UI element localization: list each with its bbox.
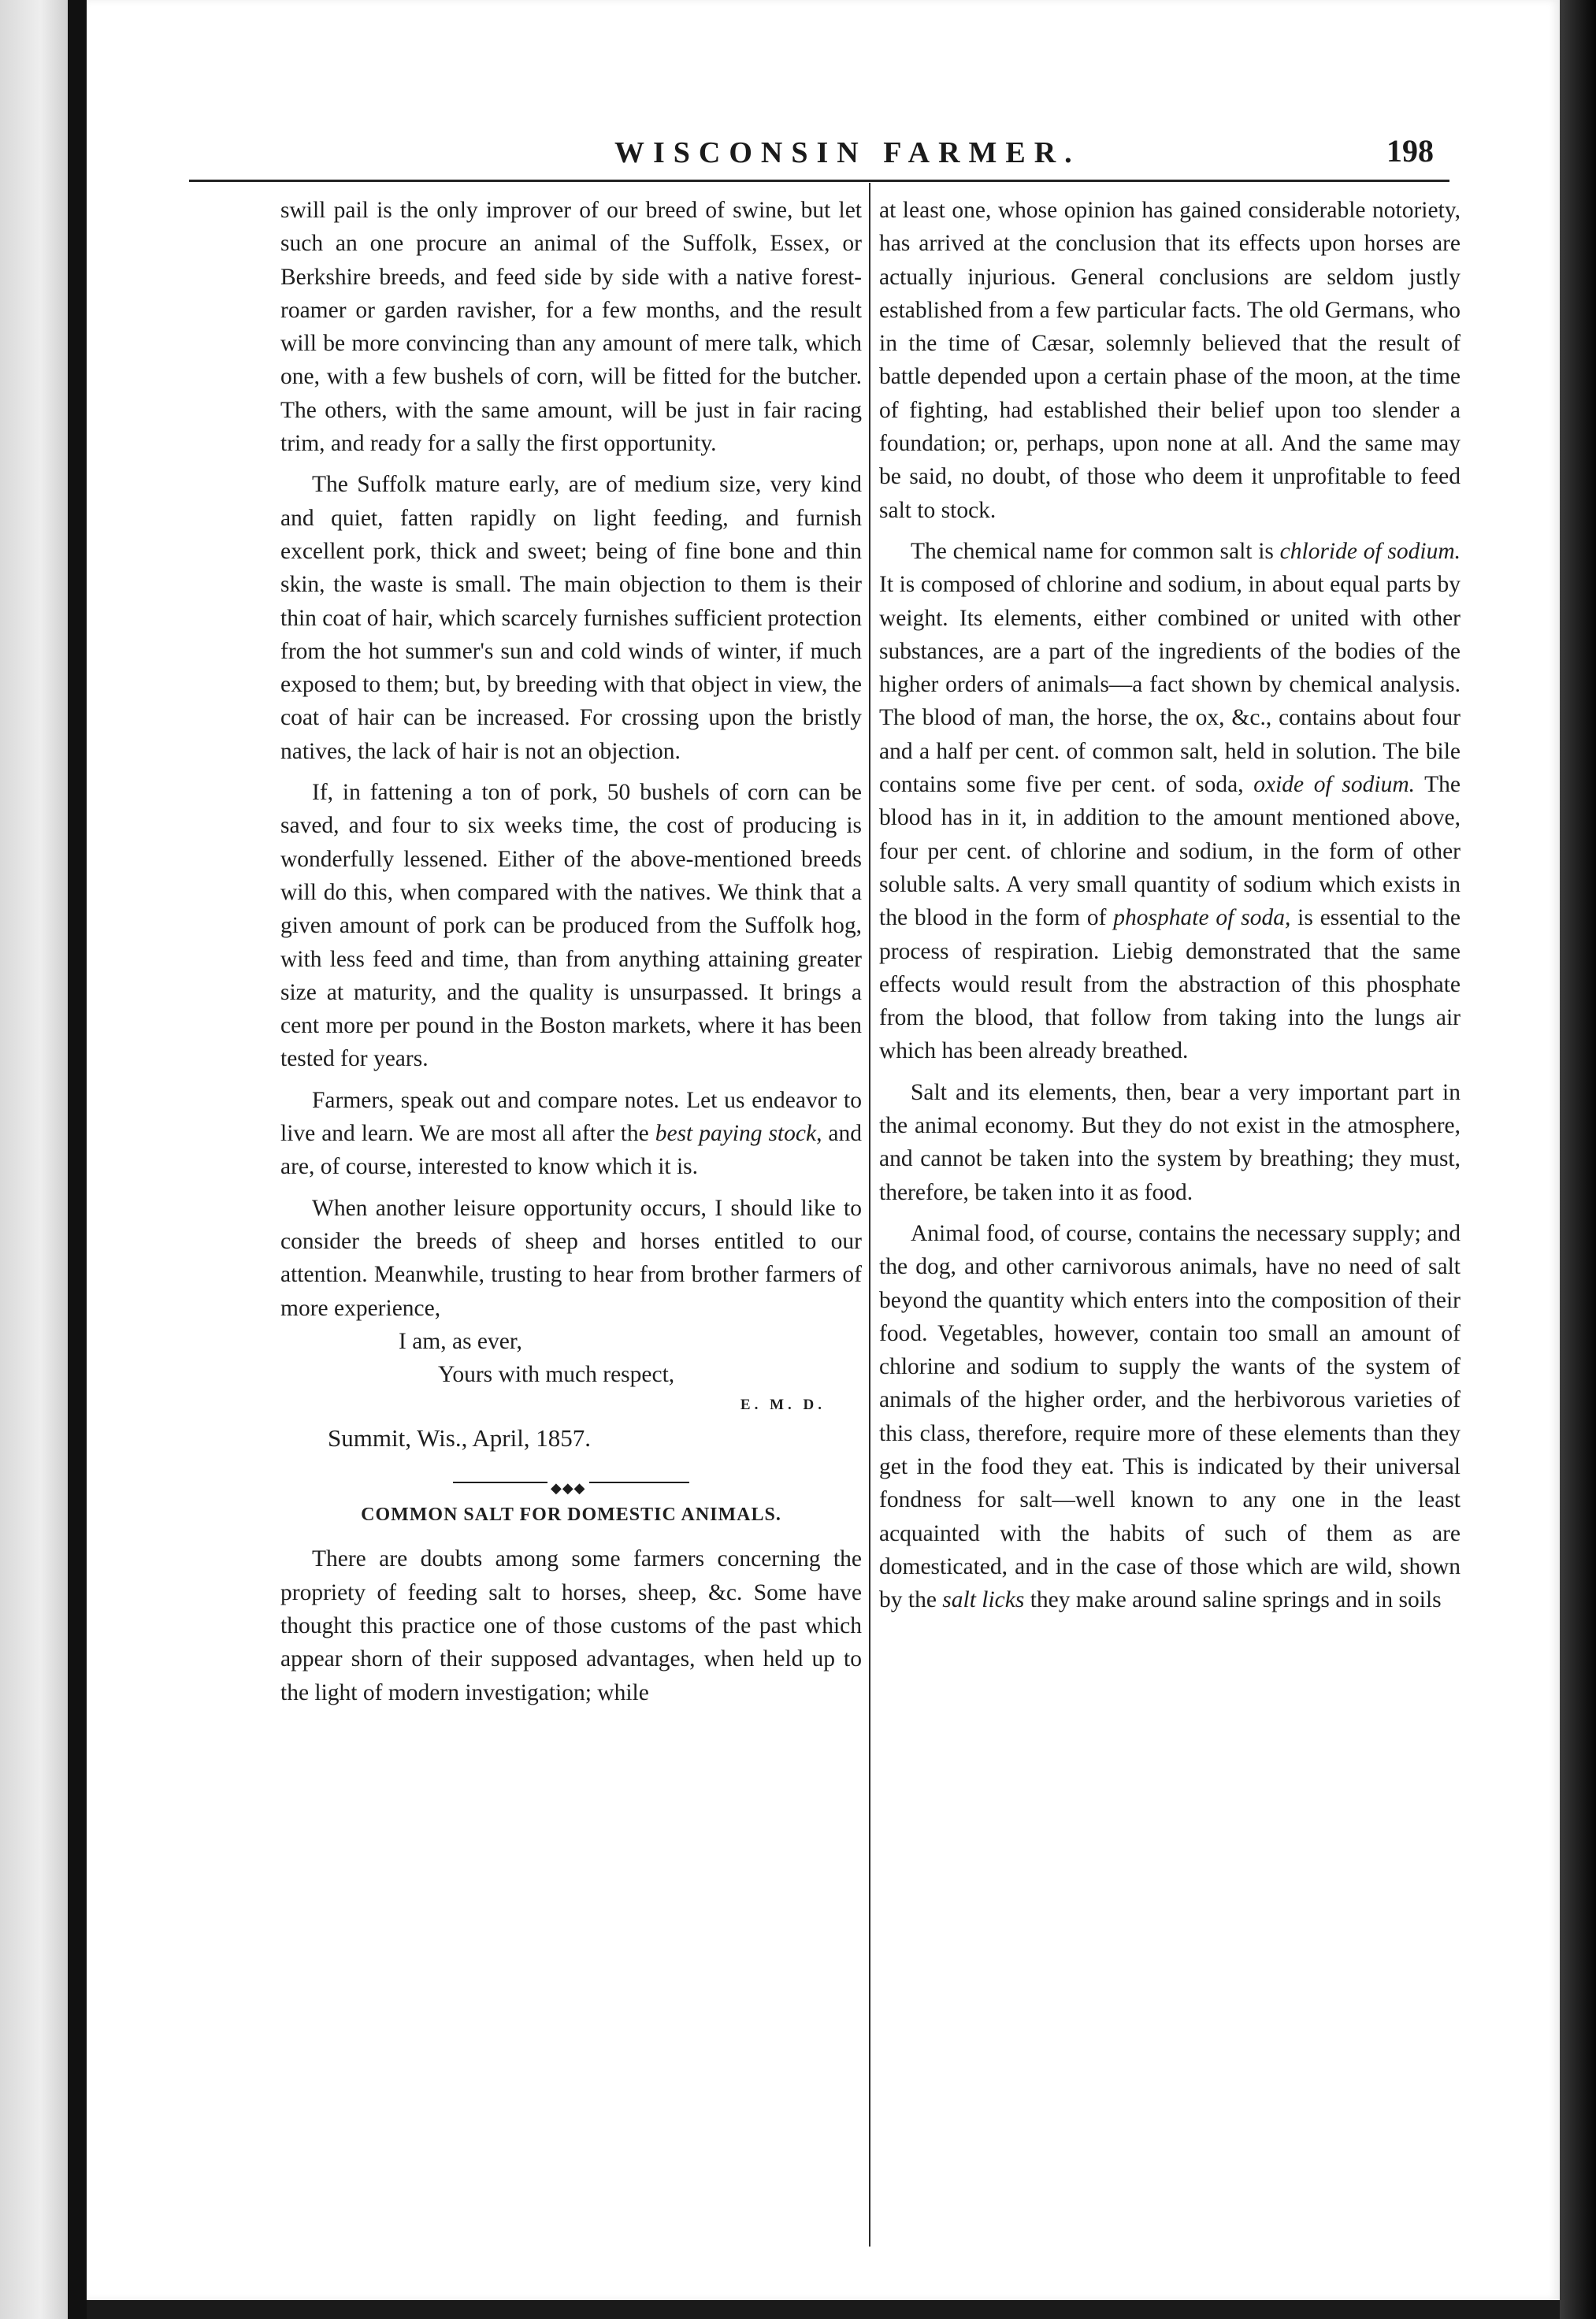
paragraph-text: It is composed of chlorine and sodium, in about equal parts by weight. Its elements, either combined or united with other substances, are a part of the ingredients of the bodies of the higher orders of animals—a fact shown by chemical analysis. The blood of man, the horse, the ox, &c., contains about four and a half per cent. of common salt, held in solution. The bile contains some five per cent. of soda, bbox=[879, 572, 1461, 798]
paragraph-text: Farmers, speak out and compare notes. Let us endeavor to live and learn. We are most all after the bbox=[280, 1087, 862, 1147]
emphasis-text: salt licks bbox=[942, 1587, 1025, 1613]
paragraph-text: The blood has in it, in addition to the amount mentioned above, four per cent. of chlorine and sodium, in the form of other soluble salts. A very small quantity of sodium which exists in the blood in the form of bbox=[879, 772, 1461, 931]
letter-closing: I am, as ever, bbox=[399, 1328, 522, 1354]
emphasis-text: phosphate of soda, bbox=[1113, 905, 1291, 931]
section-ornament bbox=[453, 1475, 689, 1497]
paragraph-text: , and are, of course, interested to know which it is. bbox=[280, 1121, 862, 1180]
paragraph bbox=[280, 1084, 862, 1184]
signature-initials: E. M. D. bbox=[740, 1397, 826, 1414]
emphasis-text: best paying stock bbox=[655, 1121, 817, 1147]
paragraph-text: The chemical name for common salt is bbox=[911, 538, 1280, 564]
paragraph bbox=[879, 535, 1461, 1068]
right-column bbox=[879, 194, 1461, 1624]
paragraph: If, in fattening a ton of pork, 50 bushels of corn can be saved, and four to six weeks time, the cost of producing is wonderfully lessened. Either of the above-mentioned breeds will do this, when compared with the natives. We think that a given amount of pork can be produced from the Suffolk hog, with less feed and time, than from anything attaining greater size at maturity, and the quality is unsurpassed. It brings a cent more per pound in the Boston markets, where it has been tested for years. bbox=[280, 780, 862, 1072]
paragraph: There are doubts among some farmers concerning the propriety of feeding salt to horses, sheep, &c. Some have thought this practice one of those customs of the past which appear shorn of their supposed advantages, when held up to the light of modern investigation; while bbox=[280, 1546, 862, 1705]
ornament-diamonds: ◆◆◆ bbox=[547, 1471, 589, 1505]
running-header bbox=[520, 132, 1434, 180]
paragraph-text: they make around saline springs and in soils bbox=[1024, 1587, 1442, 1613]
emphasis-text: chloride of sodium. bbox=[1279, 538, 1461, 564]
header-rule bbox=[189, 180, 1449, 182]
book-gutter bbox=[68, 0, 87, 2319]
paragraph: at least one, whose opinion has gained considerable notoriety, has arrived at the conclusion that its effects upon horses are actually injurious. General conclusions are seldom justly established from a few particular facts. The old Germans, who in the time of Cæsar, solemnly believed that the result of battle depended upon a certain phase of the moon, at the time of fighting, had established their belief upon too slender a foundation; or, perhaps, upon none at all. And the same may be said, no doubt, of those who deem it unprofitable to feed salt to stock. bbox=[879, 198, 1461, 523]
left-column bbox=[280, 194, 862, 1717]
section-heading: COMMON SALT FOR DOMESTIC ANIMALS. bbox=[361, 1505, 781, 1526]
paragraph: When another leisure opportunity occurs, I should like to consider the breeds of sheep and horses entitled to our attention. Meanwhile, trusting to hear from brother farmers of more experience, bbox=[280, 1195, 862, 1321]
page-number: 198 bbox=[1386, 133, 1434, 169]
paragraph: Salt and its elements, then, bear a very important part in the animal economy. But they do not exist in the atmosphere, and cannot be taken into the system by breathing; they must, therefore, be taken into it as food. bbox=[879, 1079, 1461, 1205]
paragraph-text: is essential to the process of respiration. Liebig demonstrated that the same effects would result from the abstraction of this phosphate from the blood, that follow from taking into the lungs air which has been already breathed. bbox=[879, 905, 1461, 1064]
adjacent-page-edge bbox=[0, 0, 68, 2319]
letter-closing: Yours with much respect, bbox=[438, 1362, 675, 1388]
paragraph-text: Animal food, of course, contains the necessary supply; and the dog, and other carnivorous animals, have no need of salt beyond the quantity which enters into the composition of their food. Vegetables, however, contain too small an amount of chlorine and sodium to supply the wants of the system of animals of the higher order, and the herbivorous varieties of this class, therefore, require more of these elements than they get in the food they eat. This is indicated by their universal fondness for salt—well known to any one in the least acquainted with the habits of such of them as are domesticated, and in the case of those which are wild, shown by the bbox=[879, 1220, 1461, 1613]
emphasis-text: oxide of sodium. bbox=[1253, 772, 1415, 798]
column-divider bbox=[869, 183, 870, 2247]
paragraph: The Suffolk mature early, are of medium size, very kind and quiet, fatten rapidly on light feeding, and furnish excellent pork, thick and sweet; being of fine bone and thin skin, the waste is small. The main objection to them is their thin coat of hair, which scarcely furnishes sufficient protection from the hot summer's sun and cold winds of winter, if much exposed to them; but, by breeding with that object in view, the coat of hair can be increased. For crossing upon the bristly natives, the lack of hair is not an objection. bbox=[280, 472, 862, 764]
dateline: Summit, Wis., April, 1857. bbox=[328, 1424, 592, 1453]
paragraph bbox=[879, 1217, 1461, 1617]
paragraph: swill pail is the only improver of our breed of swine, but let such an one procure an animal of the Suffolk, Essex, or Berkshire breeds, and feed side by side with a native forest-roamer or garden ravisher, for a few months, and the result will be more convincing than any amount of mere talk, which one, with a few bushels of corn, will be fitted for the butcher. The others, with the same amount, will be just in fair racing trim, and ready for a sally the first opportunity. bbox=[280, 198, 862, 457]
page-right-edge bbox=[1560, 0, 1596, 2319]
journal-title: WISCONSIN FARMER. bbox=[614, 136, 1081, 169]
